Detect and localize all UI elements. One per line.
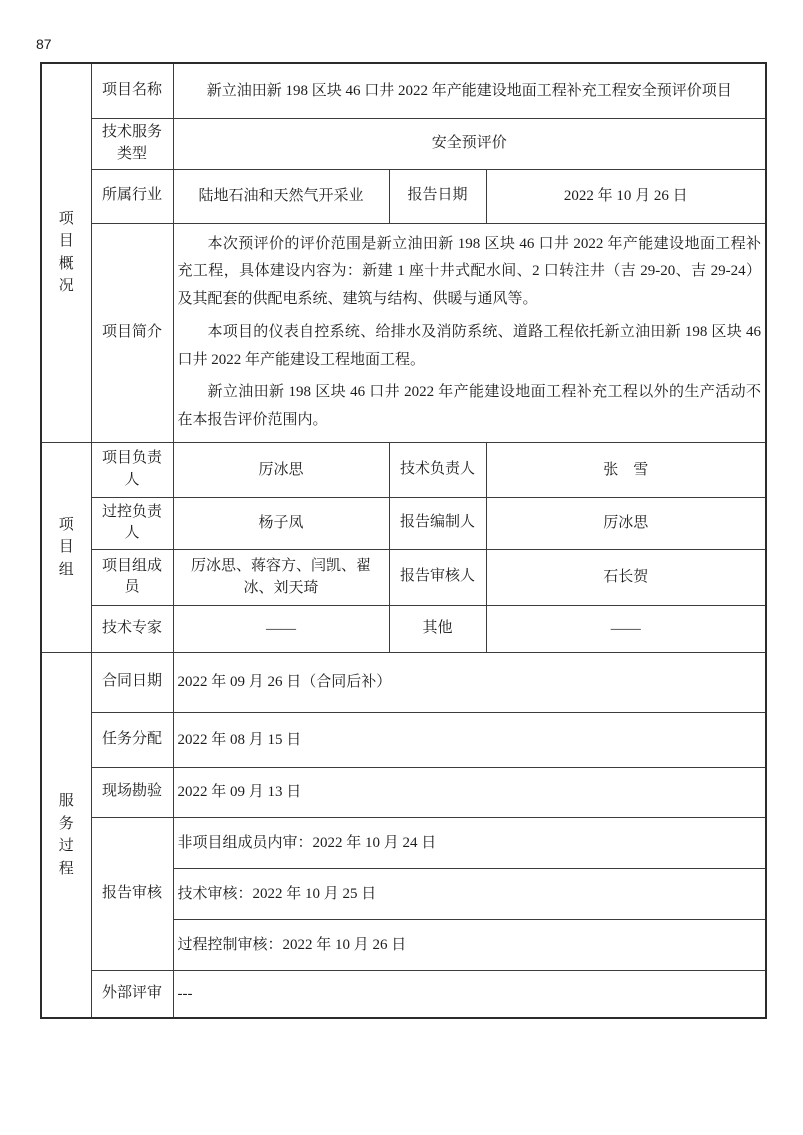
tech-leader-value: 张 雪 bbox=[486, 442, 766, 497]
tech-expert-label: 技术专家 bbox=[91, 605, 173, 652]
section-label-process-text: 服务过程 bbox=[58, 793, 74, 877]
contract-date-value: 2022 年 09 月 26 日（合同后补） bbox=[173, 652, 766, 712]
external-review-value: --- bbox=[173, 970, 766, 1018]
site-survey-value: 2022 年 09 月 13 日 bbox=[173, 767, 766, 817]
industry-label: 所属行业 bbox=[91, 169, 173, 223]
project-leader-value: 厉冰思 bbox=[173, 442, 389, 497]
report-reviewer-value: 石长贺 bbox=[486, 549, 766, 605]
section-label-overview bbox=[41, 63, 91, 442]
row-external-review bbox=[41, 970, 766, 1018]
report-review-label: 报告审核 bbox=[91, 817, 173, 970]
row-project-name bbox=[41, 63, 766, 118]
team-members-label: 项目组成员 bbox=[91, 549, 173, 605]
section-label-process bbox=[41, 652, 91, 1018]
project-leader-label: 项目负责人 bbox=[91, 442, 173, 497]
row-site-survey bbox=[41, 767, 766, 817]
external-review-label: 外部评审 bbox=[91, 970, 173, 1018]
brief-paragraph-1: 本次预评价的评价范围是新立油田新 198 区块 46 口井 2022 年产能建设地面工程补充工程，具体建设内容为：新建 1 座十井式配水间、2 口转注井（吉 29-20、吉 29-24）及其配套的供配电系统、建筑与结构、供暖与通风等。 bbox=[177, 235, 761, 307]
report-date-label: 报告日期 bbox=[389, 169, 486, 223]
row-team-members bbox=[41, 549, 766, 605]
brief-paragraph-3: 新立油田新 198 区块 46 口井 2022 年产能建设地面工程补充工程以外的生产活动不在本报告评价范围内。 bbox=[177, 384, 761, 428]
project-name-label: 项目名称 bbox=[91, 63, 173, 118]
contract-date-label: 合同日期 bbox=[91, 652, 173, 712]
brief-paragraph-2: 本项目的仪表自控系统、给排水及消防系统、道路工程依托新立油田新 198 区块 46 口井 2022 年产能建设工程地面工程。 bbox=[177, 323, 761, 368]
service-type-value: 安全预评价 bbox=[173, 118, 766, 169]
report-date-value: 2022 年 10 月 26 日 bbox=[486, 169, 766, 223]
site-survey-label: 现场勘验 bbox=[91, 767, 173, 817]
row-project-brief bbox=[41, 223, 766, 442]
row-industry bbox=[41, 169, 766, 223]
other-label: 其他 bbox=[389, 605, 486, 652]
row-report-review-1 bbox=[41, 817, 766, 868]
task-assignment-value: 2022 年 08 月 15 日 bbox=[173, 712, 766, 767]
section-label-overview-text: 项目概况 bbox=[58, 210, 74, 295]
team-members-value: 厉冰思、蒋容方、闫凯、翟冰、刘天琦 bbox=[173, 549, 389, 605]
row-process-control-leader bbox=[41, 497, 766, 549]
report-review-internal: 非项目组成员内审：2022 年 10 月 24 日 bbox=[173, 817, 766, 868]
project-name-value: 新立油田新 198 区块 46 口井 2022 年产能建设地面工程补充工程安全预评价项目 bbox=[173, 63, 766, 118]
process-control-leader-value: 杨子凤 bbox=[173, 497, 389, 549]
other-value: —— bbox=[486, 605, 766, 652]
section-label-team-text: 项目组 bbox=[58, 516, 74, 578]
row-tech-expert bbox=[41, 605, 766, 652]
tech-leader-label: 技术负责人 bbox=[389, 442, 486, 497]
report-writer-value: 厉冰思 bbox=[486, 497, 766, 549]
report-review-technical: 技术审核：2022 年 10 月 25 日 bbox=[173, 868, 766, 919]
section-label-team bbox=[41, 442, 91, 652]
process-control-leader-label: 过控负责人 bbox=[91, 497, 173, 549]
project-info-table bbox=[40, 62, 767, 1019]
row-task-assignment bbox=[41, 712, 766, 767]
tech-expert-value: —— bbox=[173, 605, 389, 652]
project-brief-value bbox=[173, 223, 766, 442]
industry-value: 陆地石油和天然气开采业 bbox=[173, 169, 389, 223]
report-reviewer-label: 报告审核人 bbox=[389, 549, 486, 605]
task-assignment-label: 任务分配 bbox=[91, 712, 173, 767]
row-service-type bbox=[41, 118, 766, 169]
report-review-process-control: 过程控制审核：2022 年 10 月 26 日 bbox=[173, 919, 766, 970]
row-project-leader bbox=[41, 442, 766, 497]
page-number: 87 bbox=[36, 36, 52, 52]
project-brief-label: 项目简介 bbox=[91, 223, 173, 442]
report-writer-label: 报告编制人 bbox=[389, 497, 486, 549]
row-contract-date bbox=[41, 652, 766, 712]
service-type-label: 技术服务类型 bbox=[91, 118, 173, 169]
